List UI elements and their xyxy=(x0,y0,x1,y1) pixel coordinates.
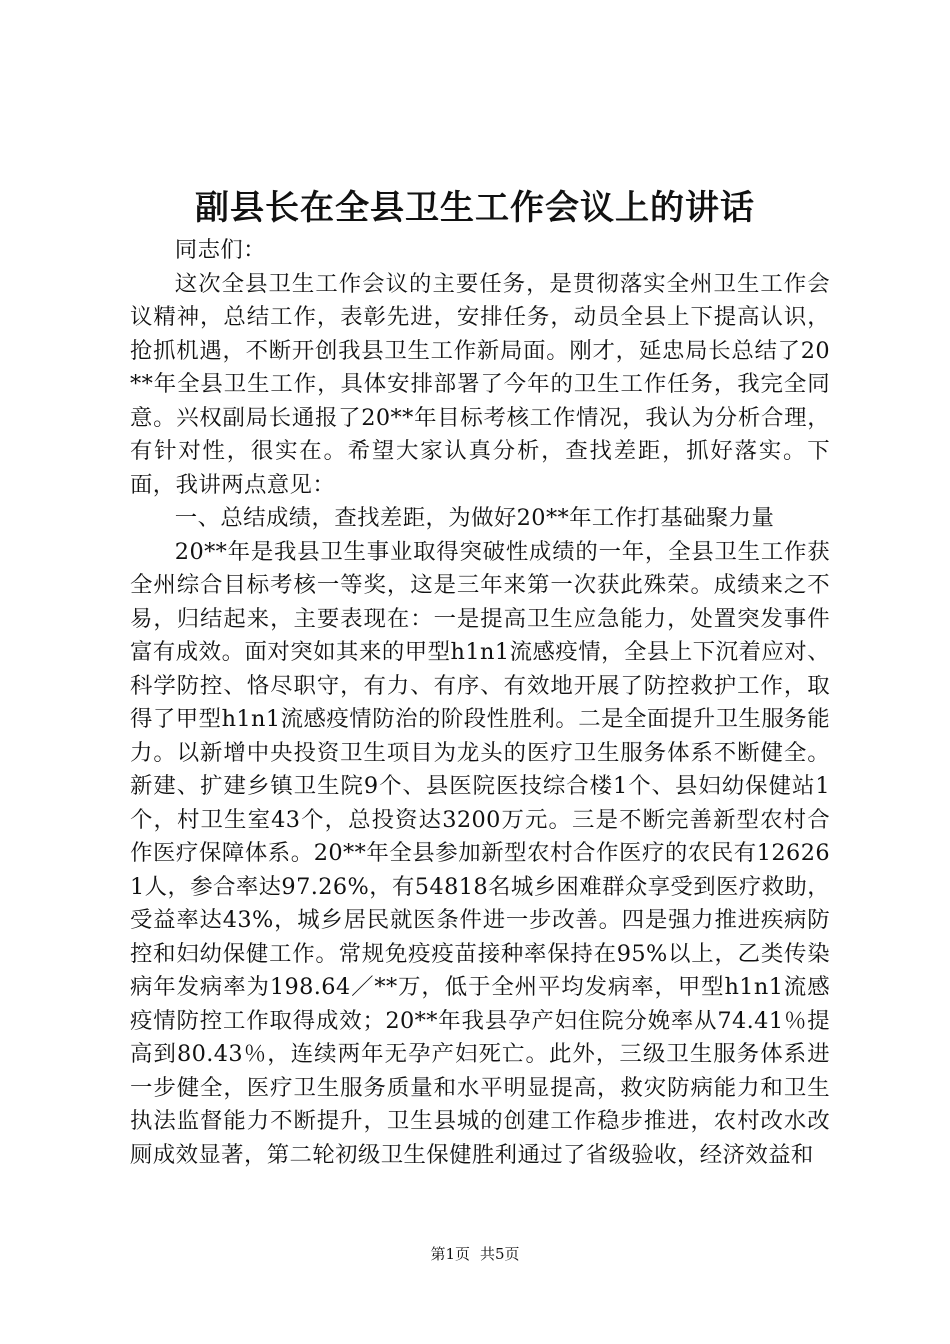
section-heading: 一、总结成绩，查找差距，为做好20**年工作打基础聚力量 xyxy=(174,505,775,531)
document-title: 副县长在全县卫生工作会议上的讲话 xyxy=(195,188,755,228)
body-paragraph: 20**年是我县卫生事业取得突破性成绩的一年，全县卫生工作获全州综合目标考核一等奖，这是三年来第一次获此殊荣。成绩来之不易，归结起来，主要表现在：一是提高卫生应急能力，处置突发事件富有成效。面对突如其来的甲型h1n1流感疫情，全县上下沉着应对、科学防控、恪尽职守，有力、有序、有效地开展了防控救护工作，取得了甲型h1n1流感疫情防治的阶段性胜利。二是全面提升卫生服务能力。以新增中央投资卫生项目为龙头的医疗卫生服务体系不断健全。新建、扩建乡镇卫生院9个、县医院医技综合楼1个、县妇幼保健站1个，村卫生室43个，总投资达3200万元。三是不断完善新型农村合作医疗保障体系。20**年全县参加新型农村合作医疗的农民有126261人，参合率达97.26%，有54818名城乡困难群众享受到医疗救助，受益率达43%，城乡居民就医条件进一步改善。四是强力推进疾病防控和妇幼保健工作。常规免疫疫苗接种率保持在95%以上，乙类传染病年发病率为198.64／**万，低于全州平均发病率，甲型h1n1流感疫情防控工作取得成效；20**年我县孕产妇住院分娩率从74.41％提高到80.43％，连续两年无孕产妇死亡。此外，三级卫生服务体系进一步健全，医疗卫生服务质量和水平明显提高，救灾防病能力和卫生执法监督能力不断提升，卫生县城的创建工作稳步推进，农村改水改厕成效显著，第二轮初级卫生保健胜利通过了省级验收，经济效益和 xyxy=(130,538,830,1168)
page-total: 共5页 xyxy=(480,1245,520,1263)
body-paragraph: 这次全县卫生工作会议的主要任务，是贯彻落实全州卫生工作会议精神，总结工作，表彰先进，安排任务，动员全县上下提高认识，抢抓机遇，不断开创我县卫生工作新局面。刚才，延忠局长总结了20**年全县卫生工作，具体安排部署了今年的卫生工作任务，我完全同意。兴权副局长通报了20**年目标考核工作情况，我认为分析合理，有针对性，很实在。希望大家认真分析，查找差距，抓好落实。下面，我讲两点意见： xyxy=(130,270,830,498)
document-body xyxy=(130,234,830,1172)
page-number: 第1页 xyxy=(430,1245,470,1263)
salutation: 同志们： xyxy=(174,237,266,263)
page-footer xyxy=(0,1244,950,1264)
